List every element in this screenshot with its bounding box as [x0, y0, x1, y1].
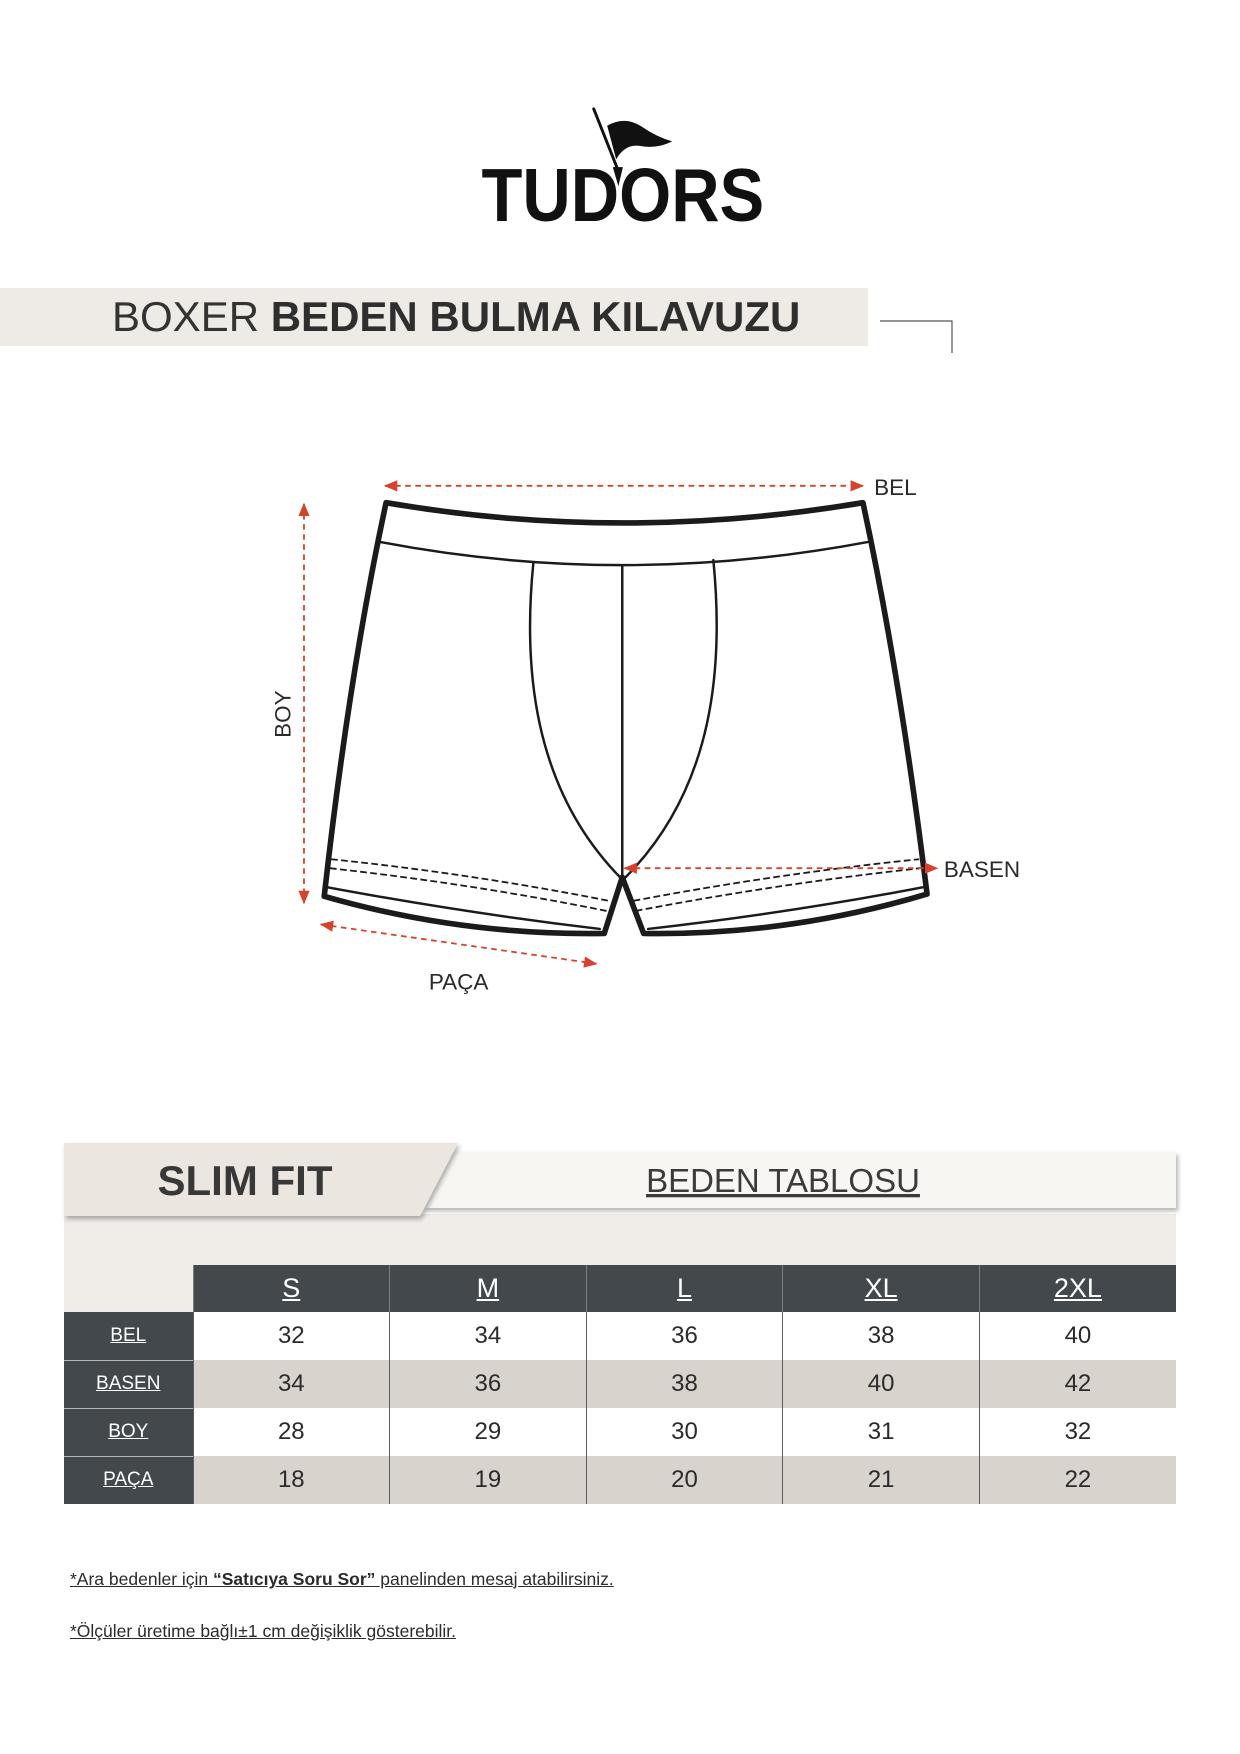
size-header: S — [193, 1265, 390, 1312]
size-table-title: BEDEN TABLOSU — [646, 1162, 920, 1199]
table-cell: 34 — [390, 1312, 587, 1360]
table-cell: 18 — [193, 1456, 390, 1504]
table-row — [64, 1360, 1176, 1408]
footnote-text: *Ara bedenler için — [70, 1569, 213, 1589]
table-row — [64, 1408, 1176, 1456]
table-cell: 34 — [193, 1360, 390, 1408]
table-cell: 40 — [783, 1360, 980, 1408]
table-cell: 38 — [783, 1312, 980, 1360]
table-cell: 20 — [586, 1456, 783, 1504]
size-table-heading — [56, 1134, 1186, 1226]
page-title — [0, 288, 868, 346]
table-row — [64, 1456, 1176, 1504]
footnote-intermediate-sizes — [70, 1568, 614, 1590]
table-cell: 36 — [390, 1360, 587, 1408]
logo-wordmark: TUDORS — [481, 153, 765, 230]
table-cell: 21 — [783, 1456, 980, 1504]
title-band — [0, 288, 868, 346]
table-row — [64, 1312, 1176, 1360]
table-cell: 29 — [390, 1408, 587, 1456]
table-cell: 31 — [783, 1408, 980, 1456]
table-cell: 22 — [979, 1456, 1176, 1504]
boxer-diagram — [259, 461, 1035, 1001]
fit-label: SLIM FIT — [157, 1157, 333, 1204]
table-cell: 30 — [586, 1408, 783, 1456]
size-header: M — [390, 1265, 587, 1312]
boy-label: BOY — [270, 690, 296, 738]
decorative-corner-line — [878, 318, 956, 356]
bel-label: BEL — [874, 474, 917, 500]
brand-logo — [472, 101, 776, 230]
row-label: BOY — [64, 1408, 193, 1456]
table-cell: 28 — [193, 1408, 390, 1456]
paca-label: PAÇA — [428, 969, 489, 995]
table-cell: 19 — [390, 1456, 587, 1504]
size-header: 2XL — [979, 1265, 1176, 1312]
row-label: PAÇA — [64, 1456, 193, 1504]
basen-label: BASEN — [943, 857, 1021, 883]
footnote-text: panelinden mesaj atabilirsiniz. — [375, 1569, 614, 1589]
table-cell: 32 — [193, 1312, 390, 1360]
footnote-emphasis: “Satıcıya Soru Sor” — [213, 1569, 376, 1589]
footnote-tolerance: *Ölçüler üretime bağlı±1 cm değişiklik gösterebilir. — [70, 1621, 457, 1641]
table-cell: 32 — [979, 1408, 1176, 1456]
table-cell: 40 — [979, 1312, 1176, 1360]
row-label: BEL — [64, 1312, 193, 1360]
row-label: BASEN — [64, 1360, 193, 1408]
size-table — [64, 1265, 1176, 1504]
table-cell: 38 — [586, 1360, 783, 1408]
table-cell: 42 — [979, 1360, 1176, 1408]
title-product: BOXER — [112, 293, 260, 340]
title-guide: BEDEN BULMA KILAVUZU — [270, 293, 801, 340]
size-header: L — [586, 1265, 783, 1312]
table-cell: 36 — [586, 1312, 783, 1360]
table-corner — [64, 1265, 193, 1312]
size-header-row — [64, 1265, 1176, 1312]
size-header: XL — [783, 1265, 980, 1312]
